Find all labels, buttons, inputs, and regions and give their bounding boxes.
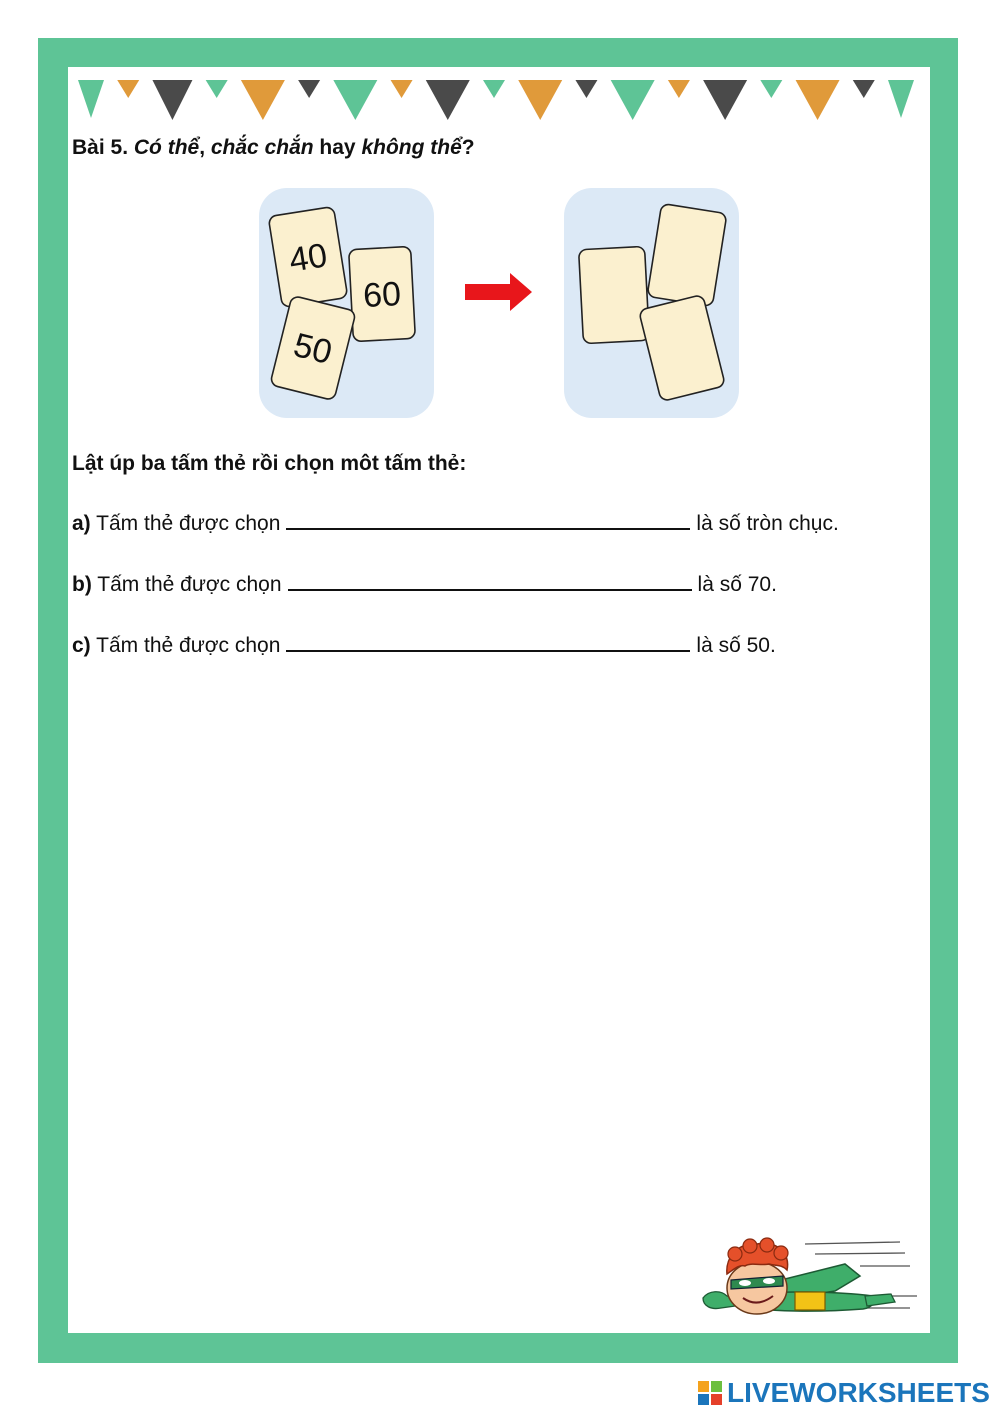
bunting-flag	[853, 80, 875, 98]
question-b-answer-blank[interactable]	[288, 575, 692, 591]
bunting-decoration	[78, 80, 918, 124]
option-chac-chan: chắc chắn	[210, 136, 314, 159]
bunting-flag	[483, 80, 505, 98]
facedown-card-2	[647, 203, 727, 306]
question-c-suffix: là số 50.	[696, 634, 776, 657]
option-co-the: Có thể	[133, 136, 200, 159]
option-khong-the: không thể	[361, 136, 462, 159]
bunting-flag	[78, 80, 104, 118]
title-question-mark: ?	[461, 136, 475, 159]
question-c-prefix: Tấm thẻ được chọn	[96, 634, 281, 657]
instruction-text: Lật úp ba tấm thẻ rồi chọn môt tấm thẻ:	[72, 452, 467, 475]
question-b-label: b)	[72, 573, 92, 596]
question-b-suffix: là số 70.	[697, 573, 777, 596]
card-40	[268, 206, 348, 307]
card-60-value: 60	[362, 275, 402, 315]
question-a-prefix: Tấm thẻ được chọn	[96, 512, 281, 535]
bunting-flag	[298, 80, 320, 98]
bunting-flag	[796, 80, 840, 120]
question-a	[72, 512, 839, 536]
liveworksheets-logo-icon	[697, 1380, 723, 1406]
question-c-answer-blank[interactable]	[286, 636, 690, 652]
bunting-flag	[611, 80, 655, 120]
question-a-label: a)	[72, 512, 91, 535]
bunting-flag	[152, 80, 192, 120]
right-arrow-icon	[465, 273, 532, 311]
bunting-flag	[241, 80, 285, 120]
liveworksheets-logo-text: LIVEWORKSHEETS	[727, 1377, 990, 1408]
question-a-answer-blank[interactable]	[286, 514, 690, 530]
card-50-value: 50	[289, 325, 336, 372]
exercise-number: Bài 5.	[72, 136, 129, 159]
bunting-flag	[206, 80, 228, 98]
bunting-flag	[888, 80, 914, 118]
question-a-suffix: là số tròn chục.	[696, 512, 839, 535]
bunting-flag	[391, 80, 413, 98]
facedown-card-1	[579, 246, 650, 343]
flying-superhero-illustration	[695, 1236, 925, 1331]
question-b-prefix: Tấm thẻ được chọn	[97, 573, 282, 596]
question-b	[72, 573, 777, 597]
card-40-value: 40	[286, 236, 330, 280]
title-separator-2: hay	[313, 136, 362, 159]
bunting-flag	[760, 80, 782, 98]
cards-illustration	[255, 185, 745, 425]
title-separator-1: ,	[199, 136, 211, 159]
exercise-title	[72, 136, 475, 160]
bunting-flag	[333, 80, 377, 120]
bunting-flag	[668, 80, 690, 98]
bunting-flag	[518, 80, 562, 120]
question-c-label: c)	[72, 634, 91, 657]
bunting-flag	[117, 80, 139, 98]
bunting-flag	[703, 80, 747, 120]
bunting-flag	[426, 80, 470, 120]
liveworksheets-logo	[697, 1377, 990, 1409]
bunting-flag	[575, 80, 597, 98]
card-60	[349, 246, 416, 341]
question-c	[72, 634, 776, 658]
